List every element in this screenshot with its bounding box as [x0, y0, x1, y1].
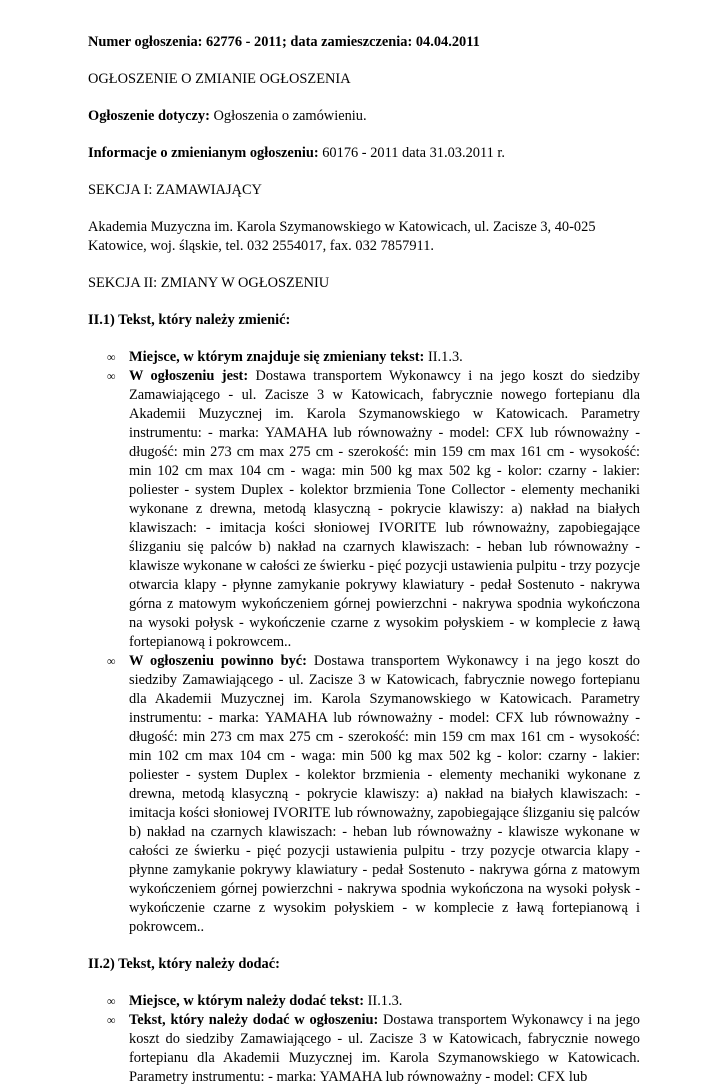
informacje-value: 60176 - 2011 data 31.03.2011 r. [322, 145, 506, 161]
address-line-1: Akademia Muzyczna im. Karola Szymanowskiego w Katowicach, ul. Zacisze 3, 40-025 [88, 219, 596, 235]
item-label: Tekst, który należy dodać w ogłoszeniu: [129, 1012, 379, 1028]
dotyczy-line [88, 107, 640, 126]
item-label: Miejsce, w którym należy dodać tekst: [129, 993, 364, 1009]
document-title: OGŁOSZENIE O ZMIANIE OGŁOSZENIA [88, 71, 351, 87]
informacje-label: Informacje o zmienianym ogłoszeniu: [88, 145, 319, 161]
item-text: Dostawa transportem Wykonawcy i na jego koszt do siedziby Zamawiającego - ul. Zacisze 3 w Katowicach, fabrycznie nowego fortepianu dla Akademii Muzycznej im. Karola Szymanowskiego w Katowicach. Parametry instrumentu: - marka: YAMAHA lub równoważny - model: CFX lub [129, 1012, 640, 1085]
item-text: Dostawa transportem Wykonawcy i na jego koszt do siedziby Zamawiającego - ul. Zacisze 3 w Katowicach, fabrycznie nowego fortepianu dla Akademii Muzycznej im. Karola Szymanowskiego w Katowicach. Parametry instrumentu: - marka: YAMAHA lub równoważny - model: CFX lub równoważny - długość: min 273 cm max 275 cm - szerokość: min 159 cm max 161 cm - wysokość: min 102 cm max 104 cm - waga: min 500 kg max 502 kg - kolor: czarny - lakier: poliester - system Duplex - kolektor brzmienia - elementy mechaniki wykonane z drewna, metodą klasyczną - pokrycie klawiszy: a) nakład na białych klawiszach: - imitacja kości słoniowej IVORITE lub równoważny, zapobiegające ślizganiu się palców b) nakład na czarnych klawiszach: - heban lub równoważny - klawisze wykonane w całości ze świerku - pięć pozycji ustawienia pulpitu - trzy pozycje otwarcia klapy - płynne zamykanie pokrywy klawiatury - pedał Sostenuto - nakrywa górna z matowym wykończeniem górnej powierzchni - nakrywa spodnia wykończona na wysoki połysk - wykończenie czarne z wysokim połyskiem - w komplecie z ławą fortepianową i pokrowcem.. [129, 653, 640, 935]
item-text: II.1.3. [427, 349, 463, 365]
address-line-2: Katowice, woj. śląskie, tel. 032 2554017, fax. 032 7857911. [88, 238, 434, 254]
item-label: W ogłoszeniu powinno być: [129, 653, 307, 669]
ii1-list [88, 348, 640, 937]
infinity-bullet-icon: ∞ [107, 350, 116, 364]
document-page [88, 33, 640, 1087]
infinity-bullet-icon: ∞ [107, 654, 116, 668]
item-label: W ogłoszeniu jest: [129, 368, 249, 384]
infinity-bullet-icon: ∞ [107, 994, 116, 1008]
infinity-bullet-icon: ∞ [107, 1013, 116, 1027]
section1-heading: SEKCJA I: ZAMAWIAJĄCY [88, 182, 262, 198]
section2-heading: SEKCJA II: ZMIANY W OGŁOSZENIU [88, 275, 330, 291]
item-label: Miejsce, w którym znajduje się zmieniany tekst: [129, 349, 425, 365]
list-item [88, 348, 640, 367]
list-item [88, 652, 640, 937]
ii1-heading: II.1) Tekst, który należy zmienić: [88, 312, 291, 328]
infinity-bullet-icon: ∞ [107, 369, 116, 383]
list-item [88, 367, 640, 652]
list-item [88, 1011, 640, 1087]
ii2-heading: II.2) Tekst, który należy dodać: [88, 956, 280, 972]
dotyczy-value: Ogłoszenia o zamówieniu. [213, 108, 367, 124]
dotyczy-label: Ogłoszenie dotyczy: [88, 108, 210, 124]
item-text: II.1.3. [367, 993, 403, 1009]
informacje-line [88, 144, 640, 163]
announcement-number: Numer ogłoszenia: 62776 - 2011; data zamieszczenia: 04.04.2011 [88, 34, 480, 50]
ii2-list [88, 992, 640, 1087]
list-item [88, 992, 640, 1011]
item-text: Dostawa transportem Wykonawcy i na jego koszt do siedziby Zamawiającego - ul. Zacisze 3 w Katowicach, fabrycznie nowego fortepianu dla Akademii Muzycznej im. Karola Szymanowskiego w Katowicach. Parametry instrumentu: - marka: YAMAHA lub równoważny - model: CFX lub równoważny - długość: min 273 cm max 275 cm - szerokość: min 159 cm max 161 cm - wysokość: min 102 cm max 104 cm - waga: min 500 kg max 502 kg - kolor: czarny - lakier: poliester - system Duplex - kolektor brzmienia Tone Collector - elementy mechaniki wykonane z drewna, metodą klasyczną - pokrycie klawiszy: a) nakład na białych klawiszach: - imitacja kości słoniowej IVORITE lub równoważny, zapobiegające ślizganiu się palców b) nakład na czarnych klawiszach: - heban lub równoważny - klawisze wykonane w całości ze świerku - pięć pozycji ustawienia pulpitu - trzy pozycje otwarcia klapy - płynne zamykanie pokrywy klawiatury - pedał Sostenuto - nakrywa górna z matowym wykończeniem górnej powierzchni - nakrywa spodnia wykończona na wysoki połysk - wykończenie czarne z wysokim połyskiem - w komplecie z ławą fortepianową i pokrowcem.. [129, 368, 640, 650]
